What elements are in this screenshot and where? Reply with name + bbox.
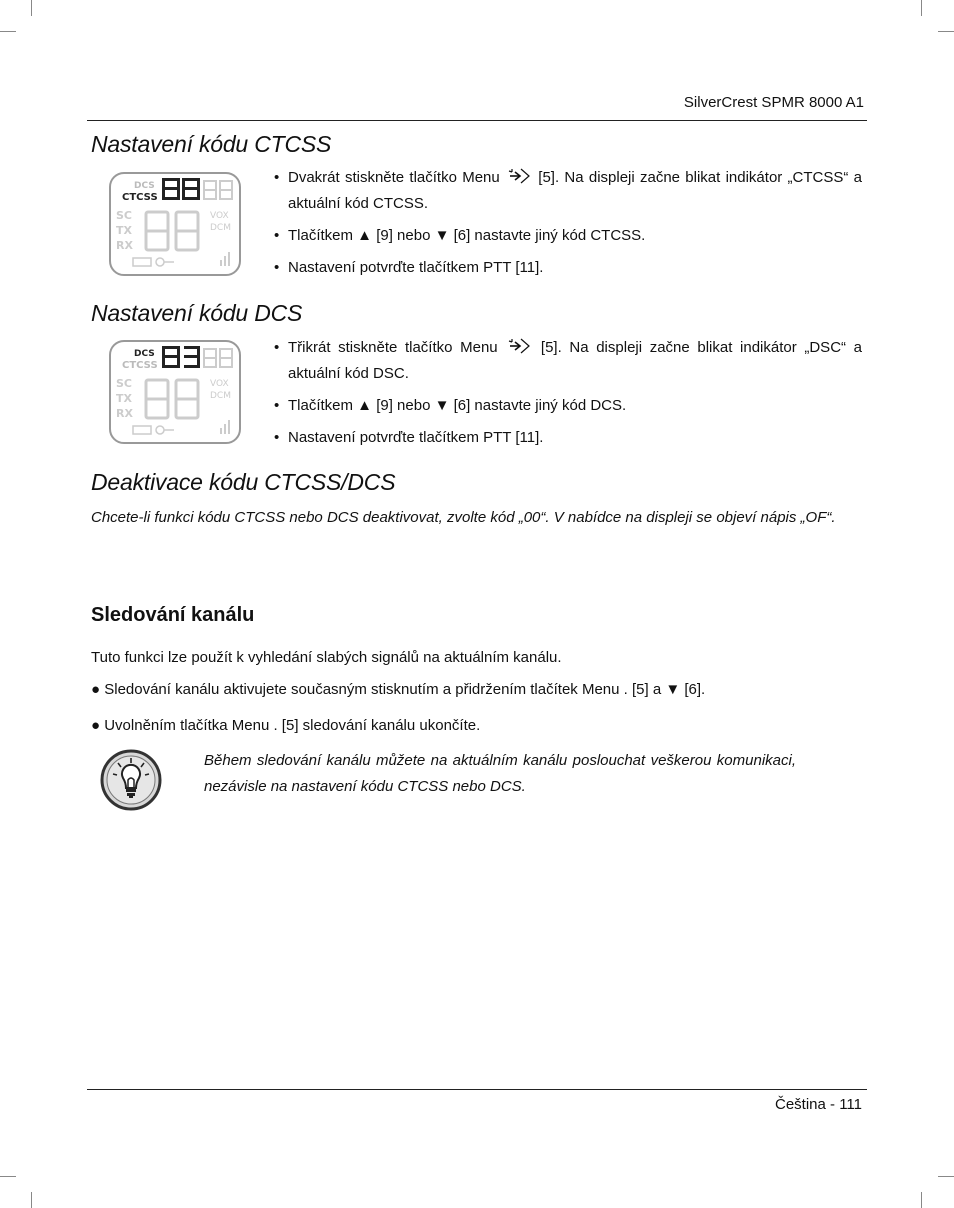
section-title-monitor: Sledování kanálu bbox=[91, 604, 255, 626]
header-rule bbox=[87, 120, 867, 121]
crop-mark bbox=[0, 31, 16, 32]
svg-text:DCS: DCS bbox=[134, 349, 155, 359]
crop-mark bbox=[31, 0, 32, 16]
svg-text:CTCSS: CTCSS bbox=[122, 192, 158, 203]
tip-text: Během sledování kanálu můžete na aktuálním kanálu poslouchat veškerou komunikaci, nezávisle na nastavení kódu CTCSS nebo DCS. bbox=[204, 752, 796, 795]
lcd-display-ctcss-image bbox=[108, 170, 243, 278]
section-title-deactivate: Deaktivace kódu CTCSS/DCS bbox=[91, 469, 396, 495]
menu-button-icon bbox=[507, 337, 531, 355]
svg-text:TX: TX bbox=[116, 224, 132, 237]
crop-mark bbox=[31, 1192, 32, 1208]
svg-text:VOX: VOX bbox=[210, 379, 229, 389]
svg-text:RX: RX bbox=[116, 407, 133, 420]
list-item: • Tlačítkem ▲ [9] nebo ▼ [6] nastavte jiný kód DCS. bbox=[272, 393, 862, 419]
crop-mark bbox=[938, 1176, 954, 1177]
crop-mark bbox=[921, 1192, 922, 1208]
lcd-display-dcs-image bbox=[108, 338, 243, 446]
svg-text:SC: SC bbox=[116, 377, 132, 390]
svg-text:DCM: DCM bbox=[210, 391, 231, 401]
footer-rule bbox=[87, 1089, 867, 1090]
svg-text:TX: TX bbox=[116, 392, 132, 405]
dcs-steps-list bbox=[272, 335, 862, 457]
list-item: • Nastavení potvrďte tlačítkem PTT [11]. bbox=[272, 255, 862, 281]
monitor-intro: Tuto funkci lze použít k vyhledání slabých signálů na aktuálním kanálu. bbox=[91, 649, 562, 666]
monitor-bullet-1: ● Sledování kanálu aktivujete současným stisknutím a přidržením tlačítek Menu . [5] a ▼ [6]. bbox=[91, 681, 706, 698]
menu-button-icon bbox=[507, 167, 531, 185]
svg-text:DCM: DCM bbox=[210, 223, 231, 233]
svg-text:VOX: VOX bbox=[210, 211, 229, 221]
ctcss-steps-list bbox=[272, 165, 862, 287]
monitor-bullet-2: ● Uvolněním tlačítka Menu . [5] sledování kanálu ukončíte. bbox=[91, 717, 481, 734]
crop-mark bbox=[938, 31, 954, 32]
section-title-dcs: Nastavení kódu DCS bbox=[91, 300, 303, 326]
list-item: • Třikrát stiskněte tlačítko Menu [5]. Na displeji začne blikat indikátor „DSC“ a aktuální kód DSC. bbox=[272, 335, 862, 387]
svg-text:RX: RX bbox=[116, 239, 133, 252]
deactivate-text: Chcete-li funkci kódu CTCSS nebo DCS deaktivovat, zvolte kód „00“. V nabídce na displeji se objeví nápis „OF“. bbox=[91, 509, 836, 526]
svg-text:DCS: DCS bbox=[134, 181, 155, 191]
list-item: • Dvakrát stiskněte tlačítko Menu [5]. Na displeji začne blikat indikátor „CTCSS“ a aktuální kód CTCSS. bbox=[272, 165, 862, 217]
list-item: • Nastavení potvrďte tlačítkem PTT [11]. bbox=[272, 425, 862, 451]
section-title-ctcss: Nastavení kódu CTCSS bbox=[91, 131, 332, 157]
lightbulb-icon bbox=[100, 748, 162, 812]
crop-mark bbox=[921, 0, 922, 16]
page-number: Čeština - 111 bbox=[775, 1096, 862, 1113]
crop-mark bbox=[0, 1176, 16, 1177]
svg-text:SC: SC bbox=[116, 209, 132, 222]
list-item: • Tlačítkem ▲ [9] nebo ▼ [6] nastavte jiný kód CTCSS. bbox=[272, 223, 862, 249]
svg-text:CTCSS: CTCSS bbox=[122, 360, 158, 371]
header-title: SilverCrest SPMR 8000 A1 bbox=[683, 94, 864, 111]
